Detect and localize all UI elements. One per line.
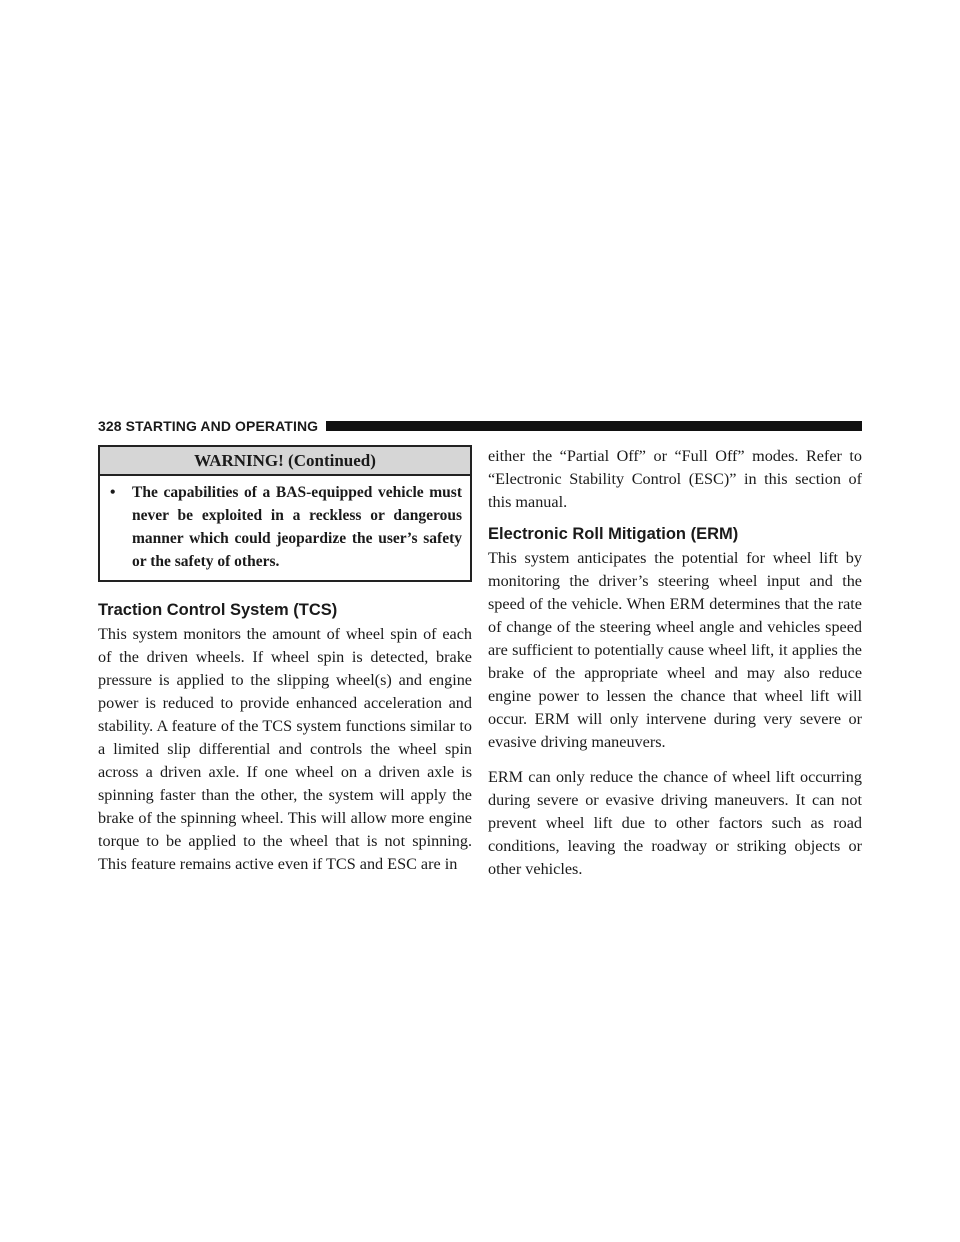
warning-bullet-text: The capabilities of a BAS-equipped vehicle must never be exploited in a reckless or dangerous manner which could jeopardize the user’s safety or the safety of others.	[132, 484, 462, 570]
page-number-section-label: 328 STARTING AND OPERATING	[98, 418, 319, 434]
tcs-paragraph: This system monitors the amount of wheel spin of each of the driven wheels. If wheel spin is detected, brake pressure is applied to the slipping wheel(s) and engine power is reduced to provide enhanced acceleration and stability. A feature of the TCS system functions similar to a limited slip differential and controls the wheel spin across a driven axle. If one wheel on a driven axle is spinning faster than the other, the system will apply the brake of the spinning wheel. This will allow more engine torque to be applied to the wheel that is not spinning. This feature remains active even if TCS and ESC are in	[98, 625, 472, 873]
warning-box	[98, 445, 472, 582]
page-header	[98, 417, 862, 435]
tcs-paragraph-continuation: either the “Partial Off” or “Full Off” modes. Refer to “Electronic Stability Control (ESC)” in this section of this manual.	[488, 447, 862, 511]
erm-heading: Electronic Roll Mitigation (ERM)	[488, 525, 739, 543]
warning-title: WARNING! (Continued)	[100, 447, 470, 476]
header-rule	[326, 421, 862, 431]
erm-paragraph-1: This system anticipates the potential for wheel lift by monitoring the driver’s steering wheel input and the speed of the vehicle. When ERM determines that the rate of change of the steering wheel angle and vehicles speed are sufficient to potentially cause wheel lift, it applies the brake of the appropriate wheel and may also reduce engine power to lessen the chance that wheel lift will occur. ERM will only intervene during very severe or evasive driving maneuvers.	[488, 549, 862, 751]
erm-paragraph-2: ERM can only reduce the chance of wheel lift occurring during severe or evasive driving maneuvers. It can not prevent wheel lift due to other factors such as road conditions, leaving the roadway or striking objects or other vehicles.	[488, 768, 862, 878]
left-column	[98, 445, 472, 876]
right-column	[488, 445, 862, 881]
bullet-icon: •	[110, 484, 116, 501]
warning-bullet-item	[100, 476, 470, 580]
tcs-heading: Traction Control System (TCS)	[98, 601, 338, 619]
